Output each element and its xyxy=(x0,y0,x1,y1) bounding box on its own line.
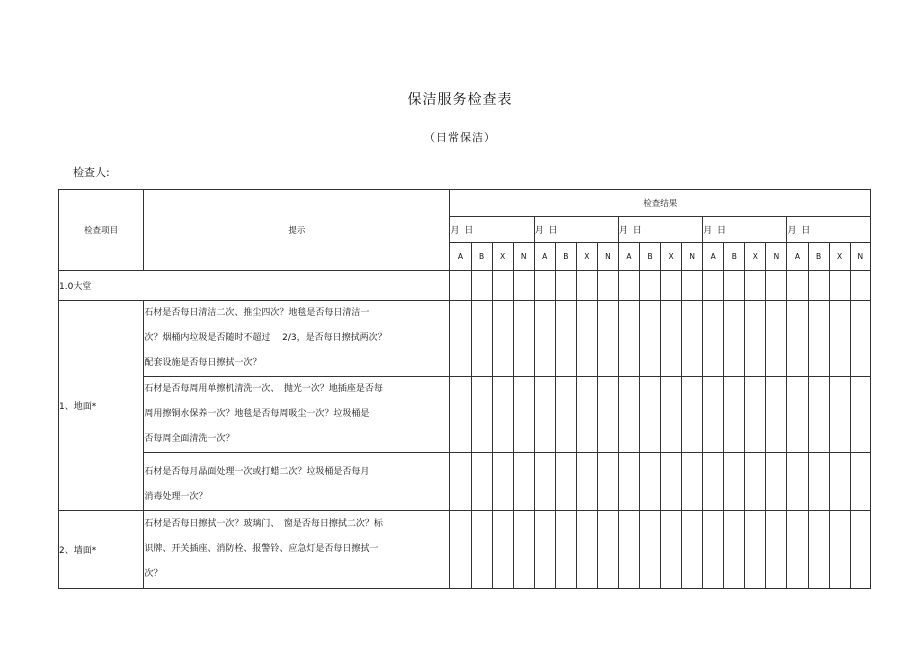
result-cell[interactable] xyxy=(618,271,639,301)
result-cell[interactable] xyxy=(787,511,808,589)
result-cell[interactable] xyxy=(555,301,576,377)
result-cell[interactable] xyxy=(850,453,870,511)
date-header: 月 日 xyxy=(618,217,702,243)
result-cell[interactable] xyxy=(576,511,597,589)
header-hint: 提示 xyxy=(144,190,450,271)
header-result: 检查结果 xyxy=(450,190,871,217)
result-cell[interactable] xyxy=(555,511,576,589)
grade-header: A xyxy=(618,243,639,271)
hint-line: 配套设施是否每日擦拭一次？ xyxy=(144,358,262,368)
result-cell[interactable] xyxy=(576,271,597,301)
result-cell[interactable] xyxy=(829,453,850,511)
result-cell[interactable] xyxy=(640,511,661,589)
result-cell[interactable] xyxy=(597,377,618,453)
result-cell[interactable] xyxy=(492,377,513,453)
result-cell[interactable] xyxy=(745,511,766,589)
result-cell[interactable] xyxy=(724,301,745,377)
result-cell[interactable] xyxy=(513,511,534,589)
result-cell[interactable] xyxy=(618,453,639,511)
result-cell[interactable] xyxy=(661,301,682,377)
result-cell[interactable] xyxy=(555,453,576,511)
result-cell[interactable] xyxy=(597,511,618,589)
section-label: 1.0大堂 xyxy=(59,271,450,301)
result-cell[interactable] xyxy=(787,301,808,377)
result-cell[interactable] xyxy=(850,301,870,377)
result-cell[interactable] xyxy=(682,271,703,301)
grade-header: N xyxy=(682,243,703,271)
hint-line: 次？烟桶内垃圾是否随时不超过 2/3，是否每日擦拭两次？ xyxy=(144,333,387,343)
grade-header: N xyxy=(597,243,618,271)
result-cell[interactable] xyxy=(703,377,724,453)
result-cell[interactable] xyxy=(703,301,724,377)
result-cell[interactable] xyxy=(576,377,597,453)
result-cell[interactable] xyxy=(597,271,618,301)
hint-line: 石材是否每周用单擦机清洗一次、 抛光一次？地插座是否每 xyxy=(144,384,383,394)
result-cell[interactable] xyxy=(787,271,808,301)
item-label: 2、墙面* xyxy=(59,511,144,589)
grade-header: B xyxy=(724,243,745,271)
result-cell[interactable] xyxy=(745,377,766,453)
hint-line: 石材是否每日清洁二次、推尘四次？地毯是否每日清洁一 xyxy=(144,308,370,318)
date-header: 月 日 xyxy=(703,217,787,243)
result-cell[interactable] xyxy=(576,453,597,511)
grade-header: B xyxy=(640,243,661,271)
result-cell[interactable] xyxy=(703,453,724,511)
result-cell[interactable] xyxy=(492,271,513,301)
result-cell[interactable] xyxy=(850,511,870,589)
hint-line: 消毒处理一次？ xyxy=(144,492,208,502)
grade-header: A xyxy=(703,243,724,271)
result-cell[interactable] xyxy=(450,377,471,453)
result-cell[interactable] xyxy=(534,377,555,453)
result-cell[interactable] xyxy=(661,377,682,453)
grade-header: B xyxy=(471,243,492,271)
result-cell[interactable] xyxy=(597,301,618,377)
grade-header: N xyxy=(513,243,534,271)
result-cell[interactable] xyxy=(450,453,471,511)
result-cell[interactable] xyxy=(534,271,555,301)
result-cell[interactable] xyxy=(492,511,513,589)
hint-line: 石材是否每日擦拭一次？玻璃门、 窗是否每日擦拭二次？标 xyxy=(144,519,383,529)
result-cell[interactable] xyxy=(724,511,745,589)
hint-line: 次？ xyxy=(144,569,163,579)
result-cell[interactable] xyxy=(640,301,661,377)
grade-header: A xyxy=(534,243,555,271)
date-header: 月 日 xyxy=(534,217,618,243)
result-cell[interactable] xyxy=(808,453,829,511)
result-cell[interactable] xyxy=(661,453,682,511)
hint-cell xyxy=(144,377,450,453)
result-cell[interactable] xyxy=(745,453,766,511)
grade-header: X xyxy=(745,243,766,271)
result-cell[interactable] xyxy=(724,453,745,511)
result-cell[interactable] xyxy=(766,377,787,453)
result-cell[interactable] xyxy=(471,301,492,377)
result-cell[interactable] xyxy=(513,453,534,511)
result-cell[interactable] xyxy=(724,377,745,453)
result-cell[interactable] xyxy=(450,511,471,589)
result-cell[interactable] xyxy=(682,301,703,377)
result-cell[interactable] xyxy=(787,377,808,453)
grade-header: X xyxy=(492,243,513,271)
result-cell[interactable] xyxy=(471,271,492,301)
result-cell[interactable] xyxy=(513,301,534,377)
result-cell[interactable] xyxy=(618,377,639,453)
grade-header: A xyxy=(450,243,471,271)
grade-header: A xyxy=(787,243,808,271)
result-cell[interactable] xyxy=(534,511,555,589)
result-cell[interactable] xyxy=(829,301,850,377)
result-cell[interactable] xyxy=(787,453,808,511)
result-cell[interactable] xyxy=(766,453,787,511)
header-item: 检查项目 xyxy=(59,190,144,271)
inspection-table xyxy=(58,189,871,589)
hint-cell xyxy=(144,511,450,589)
result-cell[interactable] xyxy=(618,301,639,377)
hint-cell xyxy=(144,301,450,377)
result-cell[interactable] xyxy=(808,511,829,589)
result-cell[interactable] xyxy=(850,271,870,301)
result-cell[interactable] xyxy=(745,271,766,301)
result-cell[interactable] xyxy=(829,511,850,589)
result-cell[interactable] xyxy=(492,301,513,377)
result-cell[interactable] xyxy=(808,377,829,453)
result-cell[interactable] xyxy=(829,271,850,301)
result-cell[interactable] xyxy=(513,271,534,301)
result-cell[interactable] xyxy=(513,377,534,453)
grade-header: N xyxy=(766,243,787,271)
inspector-label: 检查人: xyxy=(73,166,110,179)
result-cell[interactable] xyxy=(661,271,682,301)
grade-header: X xyxy=(829,243,850,271)
result-cell[interactable] xyxy=(808,301,829,377)
result-cell[interactable] xyxy=(555,377,576,453)
grade-header: X xyxy=(661,243,682,271)
result-cell[interactable] xyxy=(471,511,492,589)
grade-header: X xyxy=(576,243,597,271)
date-header: 月 日 xyxy=(787,217,871,243)
grade-header: B xyxy=(808,243,829,271)
result-cell[interactable] xyxy=(555,271,576,301)
result-cell[interactable] xyxy=(682,453,703,511)
result-cell[interactable] xyxy=(618,511,639,589)
result-cell[interactable] xyxy=(703,511,724,589)
result-cell[interactable] xyxy=(576,301,597,377)
result-cell[interactable] xyxy=(471,377,492,453)
result-cell[interactable] xyxy=(682,377,703,453)
result-cell[interactable] xyxy=(829,377,850,453)
result-cell[interactable] xyxy=(766,511,787,589)
page-subtitle: （日常保洁） xyxy=(424,131,496,144)
result-cell[interactable] xyxy=(640,453,661,511)
page-title: 保洁服务检查表 xyxy=(407,92,513,108)
result-cell[interactable] xyxy=(492,453,513,511)
hint-line: 否每周全面清洗一次？ xyxy=(144,434,235,444)
result-cell[interactable] xyxy=(471,453,492,511)
result-cell[interactable] xyxy=(450,271,471,301)
hint-line: 周用擦铜水保养一次？地毯是否每周吸尘一次？垃圾桶是 xyxy=(144,409,370,419)
result-cell[interactable] xyxy=(640,377,661,453)
hint-cell xyxy=(144,453,450,511)
item-label: 1、地面* xyxy=(59,301,144,511)
result-cell[interactable] xyxy=(534,301,555,377)
hint-line: 识牌、开关插座、消防栓、报警铃、应急灯是否每日擦拭一 xyxy=(144,544,379,554)
result-cell[interactable] xyxy=(766,301,787,377)
hint-line: 石材是否每月晶面处理一次或打蜡二次？垃圾桶是否每月 xyxy=(144,467,370,477)
result-cell[interactable] xyxy=(661,511,682,589)
result-cell[interactable] xyxy=(640,271,661,301)
result-cell[interactable] xyxy=(703,271,724,301)
result-cell[interactable] xyxy=(724,271,745,301)
result-cell[interactable] xyxy=(682,511,703,589)
result-cell[interactable] xyxy=(450,301,471,377)
result-cell[interactable] xyxy=(745,301,766,377)
result-cell[interactable] xyxy=(808,271,829,301)
grade-header: N xyxy=(850,243,870,271)
grade-header: B xyxy=(555,243,576,271)
result-cell[interactable] xyxy=(850,377,870,453)
result-cell[interactable] xyxy=(597,453,618,511)
result-cell[interactable] xyxy=(534,453,555,511)
result-cell[interactable] xyxy=(766,271,787,301)
date-header: 月 日 xyxy=(450,217,534,243)
